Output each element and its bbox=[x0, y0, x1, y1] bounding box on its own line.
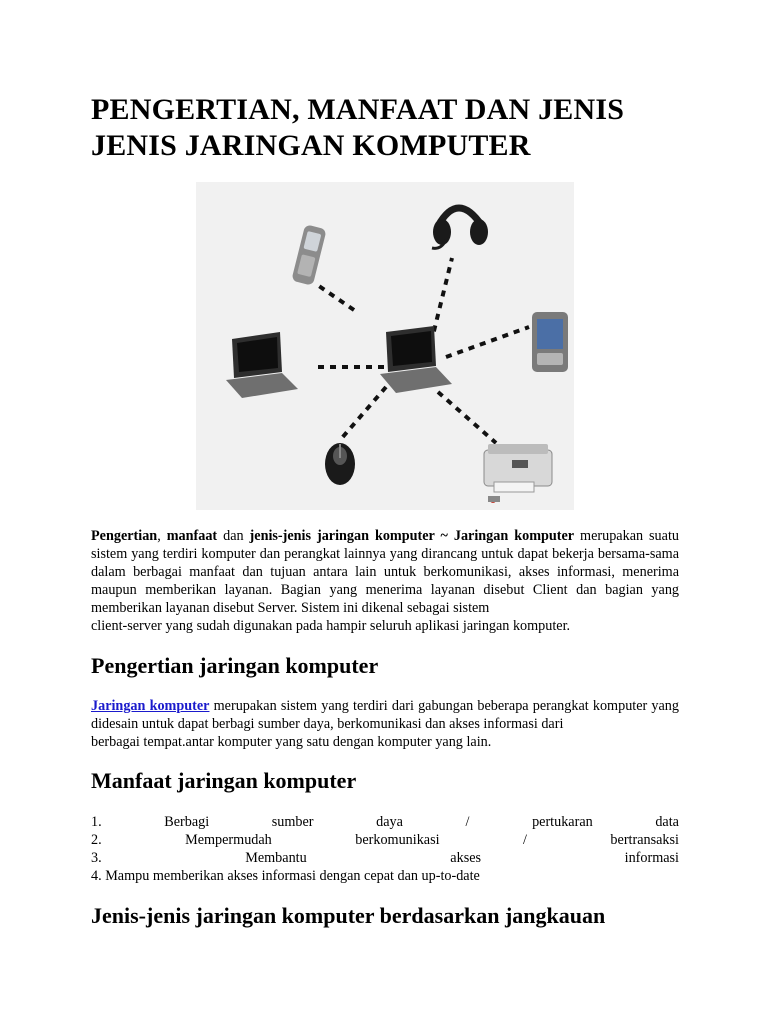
list-word: 1. bbox=[91, 814, 102, 830]
intro-bold-term-3: jenis-jenis jaringan komputer ~ Jaringan komputer bbox=[249, 528, 575, 544]
headset-icon bbox=[432, 208, 488, 248]
intro-sep: , bbox=[157, 528, 167, 544]
list-word: Membantu bbox=[245, 850, 307, 866]
center-laptop-icon bbox=[380, 326, 452, 393]
intro-text-1: dan bbox=[217, 528, 250, 544]
section-heading-benefits: Manfaat jaringan komputer bbox=[91, 768, 357, 793]
definition-text-last: berbagai tempat.antar komputer yang satu dengan komputer yang lain. bbox=[91, 734, 492, 750]
mouse-icon bbox=[325, 443, 355, 485]
intro-bold-term-1: Pengertian bbox=[91, 528, 158, 544]
network-diagram-svg bbox=[196, 182, 574, 510]
intro-text-2: merupakan suatu sistem yang terdiri komputer dan perangkat lainnya yang dirancang untuk dapat bekerja bersama-sama dalam berbagai manfaat dan tujuan antara lain untuk berkomunikasi, akses informasi, menerima maupun memberikan layanan. Bagian yang menerima layanan disebut Client dan bagian yang memberikan layanan disebut Server. Sistem ini dikenal sebagai sistem bbox=[91, 528, 679, 616]
jaringan-komputer-link[interactable]: Jaringan komputer bbox=[91, 698, 210, 714]
printer-icon bbox=[484, 444, 552, 503]
list-word: bertransaksi bbox=[610, 832, 679, 848]
phone-icon bbox=[291, 224, 326, 286]
list-word: 2. bbox=[91, 832, 102, 848]
list-word: daya bbox=[376, 814, 403, 830]
benefits-list bbox=[91, 813, 679, 885]
list-word: pertukaran bbox=[532, 814, 593, 830]
benefit-item-2 bbox=[91, 831, 679, 849]
definition-text: merupakan sistem yang terdiri dari gabungan beberapa perangkat komputer yang didesain untuk dapat berbagi sumber daya, berkomunikasi dan akses informasi dari bbox=[91, 698, 679, 732]
list-word: Mempermudah bbox=[185, 832, 272, 848]
list-word: 3. bbox=[91, 850, 102, 866]
list-word: sumber bbox=[271, 814, 314, 830]
network-diagram-image bbox=[196, 182, 574, 510]
section-heading-definition: Pengertian jaringan komputer bbox=[91, 653, 379, 678]
benefit-item-4: 4. Mampu memberikan akses informasi dengan cepat dan up-to-date bbox=[91, 868, 480, 884]
list-word: informasi bbox=[624, 850, 679, 866]
list-word: / bbox=[523, 832, 527, 848]
list-word: / bbox=[465, 814, 470, 830]
intro-paragraph bbox=[91, 527, 679, 635]
section-heading-types: Jenis-jenis jaringan komputer berdasarkan jangkauan bbox=[91, 903, 606, 928]
list-word: berkomunikasi bbox=[355, 832, 440, 848]
page-title: PENGERTIAN, MANFAAT DAN JENIS JENIS JARINGAN KOMPUTER bbox=[91, 93, 625, 162]
pda-icon bbox=[532, 312, 568, 372]
intro-text-3: client-server yang sudah digunakan pada hampir seluruh aplikasi jaringan komputer. bbox=[91, 618, 571, 634]
left-laptop-icon bbox=[226, 332, 298, 398]
list-word: Berbagi bbox=[164, 814, 210, 830]
benefit-item-1 bbox=[91, 813, 679, 831]
intro-bold-term-2: manfaat bbox=[166, 528, 218, 544]
benefit-item-3 bbox=[91, 849, 679, 867]
definition-paragraph bbox=[91, 697, 679, 751]
list-word: data bbox=[655, 814, 679, 830]
list-word: akses bbox=[450, 850, 482, 866]
